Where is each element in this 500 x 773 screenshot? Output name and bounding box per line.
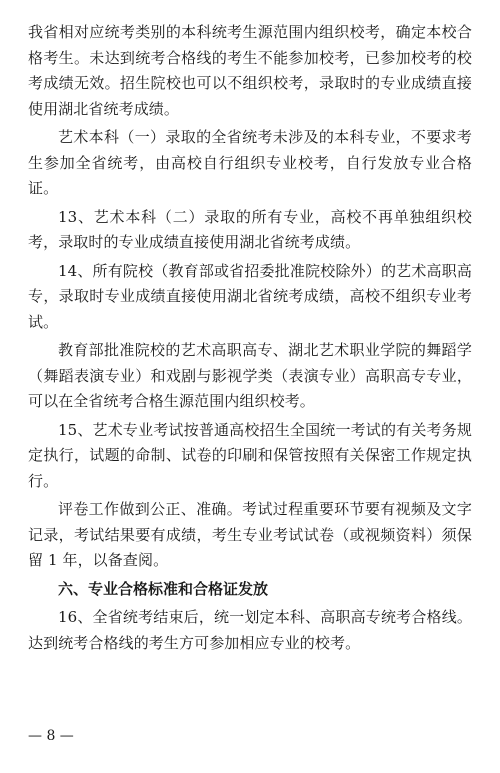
paragraph-item-14: 14、所有院校（教育部或省招委批准院校除外）的艺术高职高专，录取时专业成绩直接使用湖北省统考成绩，高校不组织专业考试。 — [28, 261, 472, 331]
paragraph-批准院校: 教育部批准院校的艺术高职高专、湖北艺术职业学院的舞蹈学（舞蹈表演专业）和戏剧与影视学类（表演专业）高职高专专业，可以在全省统考合格生源范围内组织校考。 — [28, 341, 472, 410]
paragraph-艺术本科一: 艺术本科（一）录取的全省统考未涉及的本科专业，不要求考生参加全省统考，由高校自行组织专业校考，自行发放专业合格证。 — [28, 128, 472, 197]
paragraph-item-16: 16、全省统考结束后，统一划定本科、高职高专统考合格线。达到统考合格线的考生方可参加相应专业的校考。 — [28, 608, 472, 652]
paragraph-校考范围: 我省相对应统考类别的本科统考生源范围内组织校考，确定本校合格考生。未达到统考合格线的考生不能参加校考，已参加校考的校考成绩无效。招生院校也可以不组织校考，录取时的专业成绩直接使用湖北省统考成绩。 — [28, 23, 472, 118]
document-page — [28, 20, 472, 659]
paragraph-item-15: 15、艺术专业考试按普通高校招生全国统一考试的有关考务规定执行，试题的命制、试卷的印刷和保管按照有关保密工作规定执行。 — [28, 420, 472, 490]
page-number: — 8 — — [28, 728, 74, 744]
section-heading: 六、专业合格标准和合格证发放 — [58, 579, 269, 598]
paragraph-评卷工作: 评卷工作做到公正、准确。考试过程重要环节要有视频及文字记录，考试结果要有成绩，考生专业考试试卷（或视频资料）须保留 1 年，以备查阅。 — [28, 500, 472, 569]
paragraph-item-13: 13、艺术本科（二）录取的所有专业，高校不再单独组织校考，录取时的专业成绩直接使用湖北省统考成绩。 — [28, 207, 472, 251]
